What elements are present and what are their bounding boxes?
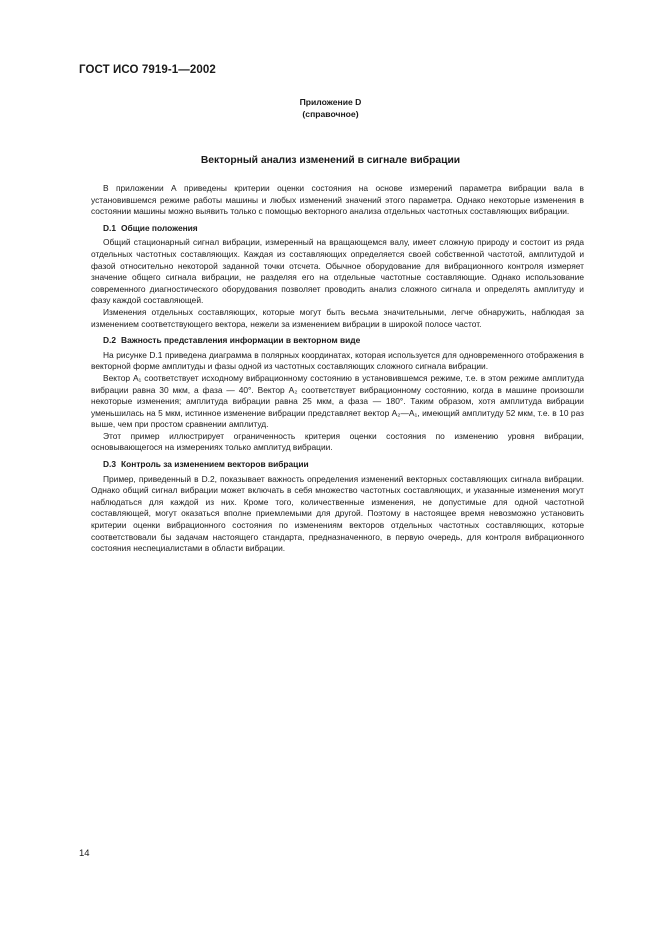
section-title: Контроль за изменением векторов вибрации (121, 459, 309, 470)
section-title: Важность представления информации в векторном виде (121, 335, 361, 346)
page-title: Векторный анализ изменений в сигнале вибрации (200, 155, 461, 166)
section-number: D.3 (103, 459, 117, 470)
intro-paragraph: В приложении А приведены критерии оценки состояния на основе измерений параметра вибрации вала в установившемся режиме работы машины и любых изменений значений этого параметра. Однако некоторые изменения в состоянии машины можно выявить только с помощью векторного анализа отдельных частотных составляющих вибрации. (91, 183, 584, 217)
document-body (91, 183, 584, 555)
section-title: Общие положения (121, 222, 198, 233)
section-heading-d3 (91, 459, 584, 471)
paragraph: Этот пример иллюстрирует ограниченность критерия оценки состояния по изменению уровня вибрации, основывающегося на измерениях только амплитуд вибрации. (91, 430, 584, 453)
section-heading-d1 (91, 223, 584, 235)
paragraph: Вектор A₁ соответствует исходному вибрационному состоянию в установившемся режиме, т.е. в этом режиме амплитуда вибрации равна 30 мкм, а фаза — 40°. Вектор A₂ соответствует вибрационному состоянию, когда в машине произошли некоторые изменения; амплитуда вибрации равна 25 мкм, а фаза — 180°. Таким образом, хотя амплитуда вибрации уменьшилась на 5 мкм, истинное изменение вибрации представляет вектор A₂—A₁, имеющий амплитуду 52 мкм, т.е. в 10 раз выше, чем при простом сравнении амплитуд. (91, 372, 584, 430)
paragraph: Пример, приведенный в D.2, показывает важность определения изменений векторных составляющих сигнала вибрации. Однако общий сигнал вибрации может включать в себя множество частотных составляющих, и указанные изменения могут наблюдаться для каждой из них. Кроме того, количественные изменения, не допустимые для одной частотной составляющей, могут оказаться вполне приемлемыми для другой. Поэтому в настоящее время невозможно установить критерии оценки вибрационного состояния по изменениям векторов отдельных частотных составляющих, которые соответствовали бы задачам настоящего стандарта, предназначенного, в первую очередь, для контроля вибрационного состояния неспециалистами в области вибрации. (91, 473, 584, 554)
page-number: 14 (79, 848, 90, 859)
section-number: D.1 (103, 222, 117, 233)
appendix-kind: (справочное) (302, 109, 359, 119)
document-code: ГОСТ ИСО 7919-1—2002 (79, 64, 216, 76)
appendix-label: Приложение D (299, 97, 362, 107)
section-number: D.2 (103, 335, 117, 346)
paragraph: На рисунке D.1 приведена диаграмма в полярных координатах, которая используется для одновременного отображения в векторной форме амплитуды и фазы одной из частотных составляющих сложного сигнала вибрации. (91, 349, 584, 372)
appendix-heading (0, 96, 661, 120)
paragraph: Изменения отдельных составляющих, которые могут быть весьма значительными, легче обнаружить, наблюдая за изменением соответствующего вектора, нежели за изменением вибрации в широкой полосе частот. (91, 306, 584, 329)
section-heading-d2 (91, 335, 584, 347)
paragraph: Общий стационарный сигнал вибрации, измеренный на вращающемся валу, имеет сложную природу и состоит из ряда отдельных частотных составляющих. Каждая из составляющих определяется своей собственной частотой, амплитудой и фазой относительно некоторой заданной точки отсчета. Обычное оборудование для вибрационного контроля измеряет значение общего сигнала вибрации, не разделяя его на отдельные частотные составляющие. Однако использование современного диагностического оборудования позволяет проводить анализ сложного сигнала и определять амплитуду и фазу каждой составляющей. (91, 237, 584, 306)
